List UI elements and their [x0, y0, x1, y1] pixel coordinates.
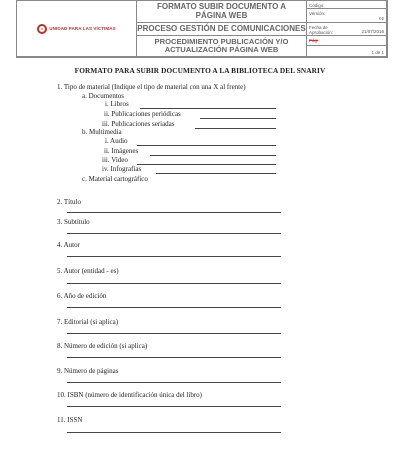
document-header — [16, 0, 388, 58]
item-1a-ii-label: ii. Publicaciones periódicas — [104, 110, 181, 118]
video-line[interactable] — [137, 164, 276, 165]
date-value: 21/07/2016 — [361, 29, 384, 34]
date-cell — [307, 23, 387, 36]
version-value: 02 — [378, 16, 384, 21]
editorial-line[interactable] — [67, 333, 281, 334]
autor-line[interactable] — [67, 256, 281, 257]
header-title-procedure: PROCEDIMIENTO PUBLICACIÓN Y/O ACTUALIZACIÓN PÁGINA WEB — [137, 36, 307, 57]
infografias-line[interactable] — [156, 173, 276, 174]
item-1a-i-label: i. Libros — [105, 100, 129, 108]
periodicas-line[interactable] — [200, 118, 276, 119]
numero-paginas-line[interactable] — [67, 382, 281, 383]
item-1b-iv-label: iv. Infografías — [102, 165, 142, 173]
date-label: Fecha de Aprobación: — [309, 25, 334, 35]
item-1c-label: c. Material cartográfico — [82, 175, 148, 183]
header-title-process: PROCESO GESTIÓN DE COMUNICACIONES — [137, 23, 307, 36]
item-8-label: 8. Número de edición (si aplica) — [57, 342, 148, 350]
logo-icon — [37, 24, 47, 34]
autor-entidad-line[interactable] — [67, 283, 281, 284]
item-1b-label: b. Multimedia — [82, 128, 122, 136]
item-9-label: 9. Número de páginas — [57, 367, 119, 375]
logo-text: UNIDAD PARA LAS VÍCTIMAS — [49, 26, 116, 31]
code-cell — [307, 1, 387, 9]
header-title-top: FORMATO SUBIR DOCUMENTO A PÁGINA WEB — [137, 1, 307, 23]
page-label: Pág: — [309, 38, 319, 43]
item-1a-iii-label: iii. Publicaciones seriadas — [102, 120, 175, 128]
imagenes-line[interactable] — [150, 155, 276, 156]
item-5-label: 5. Autor (entidad - es) — [57, 267, 119, 275]
code-label: Código: — [309, 3, 325, 8]
item-11-label: 11. ISSN — [57, 416, 83, 424]
issn-line[interactable] — [67, 432, 281, 433]
anio-edicion-line[interactable] — [67, 307, 281, 308]
item-1b-iii-label: iii. Video — [102, 156, 128, 164]
item-6-label: 6. Año de edición — [57, 292, 107, 300]
version-cell — [307, 9, 387, 23]
logo-cell — [17, 1, 137, 57]
seriadas-line[interactable] — [195, 128, 276, 129]
form-title: FORMATO PARA SUBIR DOCUMENTO A LA BIBLIOTECA DEL SNARIV — [74, 66, 326, 75]
page-value-cell — [307, 46, 387, 57]
item-1b-i-label: i. Audio — [105, 137, 128, 145]
isbn-line[interactable] — [67, 406, 281, 407]
item-2-label: 2. Título — [57, 198, 81, 206]
item-1-label: 1. Tipo de material (Indique el tipo de material con una X al frente) — [57, 83, 246, 91]
item-4-label: 4. Autor — [57, 241, 80, 249]
audio-line[interactable] — [137, 145, 276, 146]
titulo-line[interactable] — [67, 212, 281, 213]
logo — [37, 24, 115, 34]
item-1a-label: a. Documentos — [82, 92, 124, 100]
page-label-cell — [307, 36, 387, 46]
item-3-label: 3. Subtítulo — [57, 218, 90, 226]
item-1b-ii-label: ii. Imágenes — [104, 147, 139, 155]
numero-edicion-line[interactable] — [67, 357, 281, 358]
version-label: Versión: — [309, 11, 326, 16]
libros-line[interactable] — [140, 108, 276, 109]
subtitulo-line[interactable] — [67, 233, 281, 234]
item-10-label: 10. ISBN (número de identificación única del libro) — [57, 391, 203, 399]
item-7-label: 7. Editorial (si aplica) — [57, 318, 119, 326]
page-value: 1 de 1 — [371, 50, 384, 55]
